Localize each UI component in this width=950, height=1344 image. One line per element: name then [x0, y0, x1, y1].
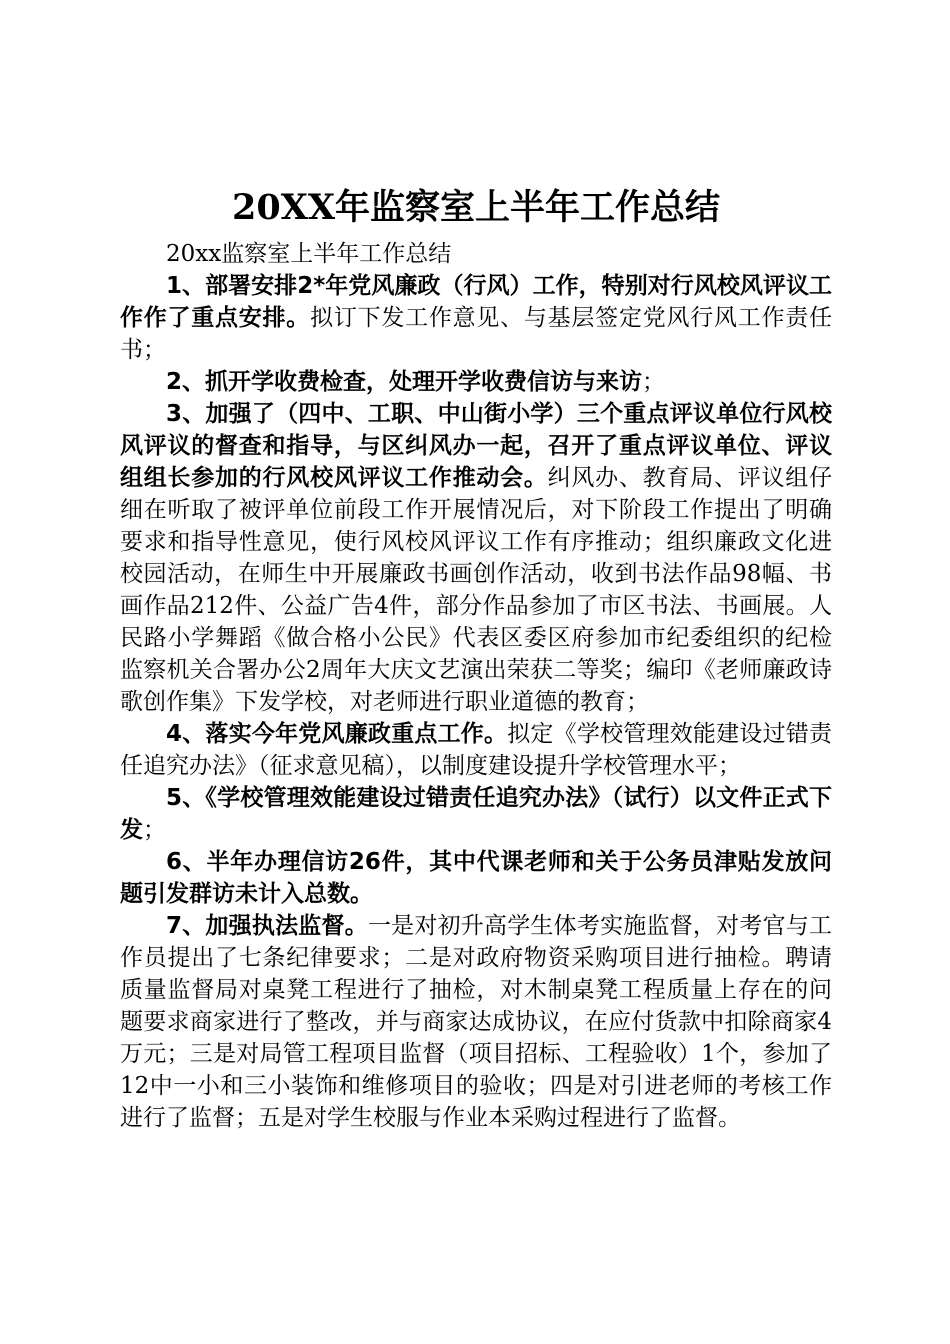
paragraph-body: 拟定《学校管理效能建设过错责任追究办法》（征求意见稿），以制度建设提升学校管理水平；	[120, 721, 832, 779]
paragraph-body: ；	[642, 369, 666, 395]
paragraph-2	[120, 366, 832, 398]
paragraph-lead: 2、抓开学收费检查，处理开学收费信访与来访	[166, 369, 643, 395]
paragraph-lead: 1、部署安排2*年党风廉政（行风）工作，特别对行风校风评议工作作了重点安排。	[120, 273, 832, 331]
paragraph-lead: 6、半年办理信访26件，其中代课老师和关于公务员津贴发放问题引发群访未计入总数。	[120, 849, 832, 907]
document-subtitle: 20xx监察室上半年工作总结	[166, 241, 452, 267]
document-page	[120, 180, 832, 1134]
paragraph-lead: 7、加强执法监督。	[166, 913, 368, 939]
document-title: 20XX年监察室上半年工作总结	[231, 187, 721, 228]
paragraph-5	[120, 782, 832, 846]
paragraph-body: 纠风办、教育局、评议组仔细在听取了被评单位前段工作开展情况后，对下阶段工作提出了明确要求和指导性意见，使行风校风评议工作有序推动；组织廉政文化进校园活动，在师生中开展廉政书画创作活动，收到书法作品98幅、书画作品212件、公益广告4件，部分作品参加了市区书法、书画展。人民路小学舞蹈《做合格小公民》代表区委区府参加市纪委组织的纪检监察机关合署办公2周年大庆文艺演出荣获二等奖；编印《老师廉政诗歌创作集》下发学校，对老师进行职业道德的教育；	[120, 465, 833, 715]
paragraph-1	[120, 270, 832, 366]
paragraph-body: 拟订下发工作意见、与基层签定党风行风工作责任书；	[120, 305, 833, 363]
paragraph-3	[120, 398, 832, 718]
paragraph-6	[120, 846, 832, 910]
paragraph-4	[120, 718, 832, 782]
paragraph-lead: 5、《学校管理效能建设过错责任追究办法》（试行）以文件正式下发	[120, 785, 832, 843]
paragraph-body: ；	[143, 817, 166, 843]
paragraph-lead: 4、落实今年党风廉政重点工作。	[166, 721, 508, 747]
paragraph-body: 一是对初升高学生体考实施监督，对考官与工作员提出了七条纪律要求；二是对政府物资采购项目进行抽检。聘请质量监督局对桌凳工程进行了抽检，对木制桌凳工程质量上存在的问题要求商家进行了整改，并与商家达成协议，在应付货款中扣除商家4万元；三是对局管工程项目监督（项目招标、工程验收）1个，参加了12中一小和三小装饰和维修项目的验收；四是对引进老师的考核工作进行了监督；五是对学生校服与作业本采购过程进行了监督。	[120, 913, 832, 1131]
paragraph-7	[120, 910, 832, 1134]
paragraph-lead: 3、加强了（四中、工职、中山街小学）三个重点评议单位行风校风评议的督查和指导，与区纠风办一起，召开了重点评议单位、评议组组长参加的行风校风评议工作推动会。	[120, 401, 832, 491]
